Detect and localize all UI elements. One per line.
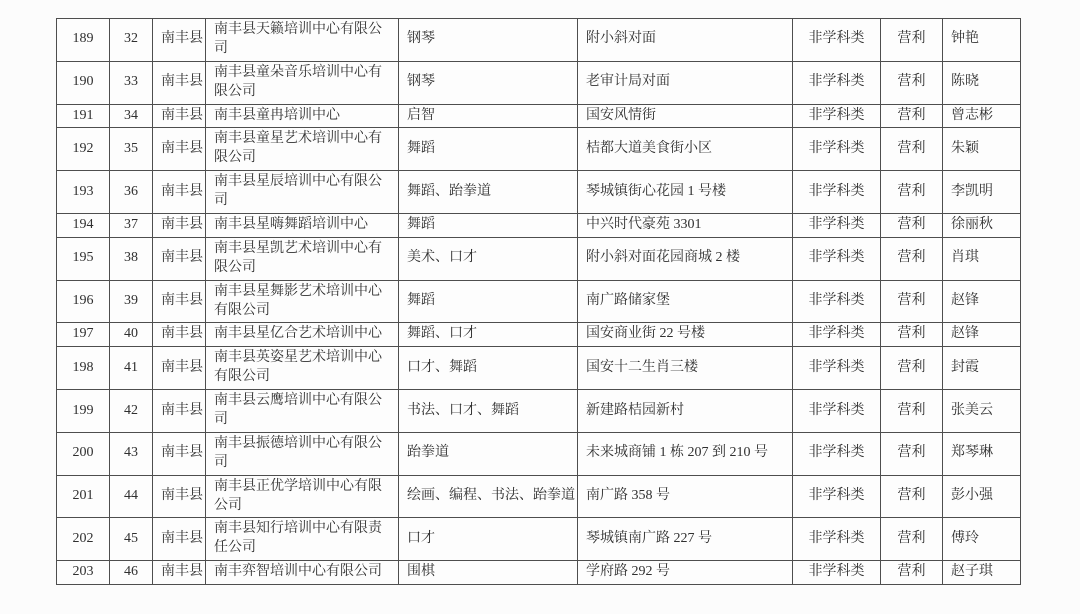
cell-category: 非学科类: [793, 280, 881, 323]
cell-contact-name: 赵锋: [943, 280, 1021, 323]
cell-county-index: 45: [110, 518, 153, 561]
cell-contact-name: 彭小强: [943, 475, 1021, 518]
table-row: [57, 128, 1021, 171]
table-row: [57, 561, 1021, 585]
cell-profit-type: 营利: [881, 214, 943, 238]
cell-address: 琴城镇南广路 227 号: [578, 518, 793, 561]
cell-county: 南丰县: [153, 280, 206, 323]
cell-county-index: 37: [110, 214, 153, 238]
cell-county: 南丰县: [153, 390, 206, 433]
cell-training-subjects: 舞蹈、跆拳道: [399, 171, 578, 214]
cell-contact-name: 封霞: [943, 347, 1021, 390]
cell-profit-type: 营利: [881, 128, 943, 171]
cell-county-index: 40: [110, 323, 153, 347]
cell-category: 非学科类: [793, 19, 881, 62]
cell-county-index: 32: [110, 19, 153, 62]
cell-address: 国安商业街 22 号楼: [578, 323, 793, 347]
cell-contact-name: 李凯明: [943, 171, 1021, 214]
cell-address: 琴城镇街心花园 1 号楼: [578, 171, 793, 214]
cell-county-index: 34: [110, 104, 153, 128]
cell-county: 南丰县: [153, 128, 206, 171]
cell-county-index: 44: [110, 475, 153, 518]
table-row: [57, 214, 1021, 238]
cell-county: 南丰县: [153, 323, 206, 347]
cell-category: 非学科类: [793, 390, 881, 433]
cell-profit-type: 营利: [881, 237, 943, 280]
cell-sequence-number: 193: [57, 171, 110, 214]
cell-contact-name: 陈晓: [943, 61, 1021, 104]
cell-county-index: 42: [110, 390, 153, 433]
cell-sequence-number: 198: [57, 347, 110, 390]
cell-sequence-number: 189: [57, 19, 110, 62]
cell-contact-name: 朱颖: [943, 128, 1021, 171]
cell-category: 非学科类: [793, 518, 881, 561]
cell-profit-type: 营利: [881, 61, 943, 104]
cell-profit-type: 营利: [881, 390, 943, 433]
cell-contact-name: 徐丽秋: [943, 214, 1021, 238]
cell-training-subjects: 舞蹈: [399, 128, 578, 171]
cell-contact-name: 曾志彬: [943, 104, 1021, 128]
cell-training-subjects: 舞蹈: [399, 280, 578, 323]
cell-sequence-number: 197: [57, 323, 110, 347]
cell-training-subjects: 跆拳道: [399, 432, 578, 475]
table-body: [57, 19, 1021, 585]
cell-institution-name: 南丰县童朵音乐培训中心有限公司: [206, 61, 399, 104]
cell-sequence-number: 196: [57, 280, 110, 323]
cell-county: 南丰县: [153, 237, 206, 280]
table-row: [57, 432, 1021, 475]
cell-address: 新建路桔园新村: [578, 390, 793, 433]
cell-county-index: 46: [110, 561, 153, 585]
cell-address: 南广路储家堡: [578, 280, 793, 323]
table-row: [57, 237, 1021, 280]
table-row: [57, 518, 1021, 561]
cell-profit-type: 营利: [881, 518, 943, 561]
cell-county-index: 36: [110, 171, 153, 214]
cell-category: 非学科类: [793, 214, 881, 238]
cell-institution-name: 南丰县正优学培训中心有限公司: [206, 475, 399, 518]
cell-county: 南丰县: [153, 19, 206, 62]
cell-county-index: 41: [110, 347, 153, 390]
cell-contact-name: 傅玲: [943, 518, 1021, 561]
cell-address: 桔都大道美食街小区: [578, 128, 793, 171]
cell-address: 学府路 292 号: [578, 561, 793, 585]
cell-address: 附小斜对面花园商城 2 楼: [578, 237, 793, 280]
cell-county: 南丰县: [153, 347, 206, 390]
cell-address: 国安十二生肖三楼: [578, 347, 793, 390]
cell-institution-name: 南丰县英姿星艺术培训中心有限公司: [206, 347, 399, 390]
cell-institution-name: 南丰县星亿合艺术培训中心: [206, 323, 399, 347]
cell-contact-name: 肖琪: [943, 237, 1021, 280]
cell-county: 南丰县: [153, 104, 206, 128]
cell-institution-name: 南丰县星舞影艺术培训中心有限公司: [206, 280, 399, 323]
table-row: [57, 61, 1021, 104]
cell-institution-name: 南丰县星辰培训中心有限公司: [206, 171, 399, 214]
cell-profit-type: 营利: [881, 347, 943, 390]
cell-institution-name: 南丰县星凯艺术培训中心有限公司: [206, 237, 399, 280]
table-row: [57, 323, 1021, 347]
table-row: [57, 347, 1021, 390]
cell-county-index: 33: [110, 61, 153, 104]
cell-sequence-number: 195: [57, 237, 110, 280]
training-centers-table: [56, 18, 1021, 585]
cell-county: 南丰县: [153, 475, 206, 518]
table-row: [57, 475, 1021, 518]
cell-county: 南丰县: [153, 214, 206, 238]
cell-profit-type: 营利: [881, 104, 943, 128]
table-row: [57, 19, 1021, 62]
cell-county: 南丰县: [153, 61, 206, 104]
table-row: [57, 104, 1021, 128]
cell-sequence-number: 201: [57, 475, 110, 518]
cell-training-subjects: 口才、舞蹈: [399, 347, 578, 390]
cell-institution-name: 南丰县云鹰培训中心有限公司: [206, 390, 399, 433]
cell-county-index: 43: [110, 432, 153, 475]
cell-profit-type: 营利: [881, 475, 943, 518]
cell-sequence-number: 194: [57, 214, 110, 238]
cell-address: 中兴时代豪苑 3301: [578, 214, 793, 238]
cell-institution-name: 南丰县振德培训中心有限公司: [206, 432, 399, 475]
cell-address: 老审计局对面: [578, 61, 793, 104]
cell-profit-type: 营利: [881, 280, 943, 323]
cell-contact-name: 郑琴琳: [943, 432, 1021, 475]
cell-category: 非学科类: [793, 347, 881, 390]
cell-address: 国安风情街: [578, 104, 793, 128]
cell-institution-name: 南丰弈智培训中心有限公司: [206, 561, 399, 585]
cell-profit-type: 营利: [881, 561, 943, 585]
cell-county-index: 38: [110, 237, 153, 280]
cell-category: 非学科类: [793, 323, 881, 347]
cell-training-subjects: 钢琴: [399, 19, 578, 62]
cell-category: 非学科类: [793, 561, 881, 585]
cell-training-subjects: 围棋: [399, 561, 578, 585]
cell-training-subjects: 绘画、编程、书法、跆拳道: [399, 475, 578, 518]
cell-sequence-number: 199: [57, 390, 110, 433]
cell-sequence-number: 192: [57, 128, 110, 171]
cell-sequence-number: 190: [57, 61, 110, 104]
cell-address: 未来城商铺 1 栋 207 到 210 号: [578, 432, 793, 475]
cell-sequence-number: 200: [57, 432, 110, 475]
cell-profit-type: 营利: [881, 432, 943, 475]
cell-category: 非学科类: [793, 475, 881, 518]
cell-sequence-number: 191: [57, 104, 110, 128]
cell-category: 非学科类: [793, 104, 881, 128]
cell-county: 南丰县: [153, 432, 206, 475]
cell-contact-name: 张美云: [943, 390, 1021, 433]
cell-training-subjects: 书法、口才、舞蹈: [399, 390, 578, 433]
table-row: [57, 171, 1021, 214]
cell-profit-type: 营利: [881, 171, 943, 214]
cell-training-subjects: 钢琴: [399, 61, 578, 104]
table-row: [57, 280, 1021, 323]
cell-sequence-number: 202: [57, 518, 110, 561]
cell-training-subjects: 口才: [399, 518, 578, 561]
cell-sequence-number: 203: [57, 561, 110, 585]
table-row: [57, 390, 1021, 433]
cell-contact-name: 赵子琪: [943, 561, 1021, 585]
cell-county: 南丰县: [153, 171, 206, 214]
cell-category: 非学科类: [793, 432, 881, 475]
cell-institution-name: 南丰县星嗨舞蹈培训中心: [206, 214, 399, 238]
cell-training-subjects: 舞蹈、口才: [399, 323, 578, 347]
cell-contact-name: 钟艳: [943, 19, 1021, 62]
cell-county: 南丰县: [153, 518, 206, 561]
cell-training-subjects: 美术、口才: [399, 237, 578, 280]
cell-institution-name: 南丰县童冉培训中心: [206, 104, 399, 128]
cell-training-subjects: 启智: [399, 104, 578, 128]
cell-category: 非学科类: [793, 128, 881, 171]
cell-county-index: 39: [110, 280, 153, 323]
cell-institution-name: 南丰县童星艺术培训中心有限公司: [206, 128, 399, 171]
cell-county: 南丰县: [153, 561, 206, 585]
cell-institution-name: 南丰县天籁培训中心有限公司: [206, 19, 399, 62]
cell-profit-type: 营利: [881, 19, 943, 62]
cell-institution-name: 南丰县知行培训中心有限责任公司: [206, 518, 399, 561]
cell-category: 非学科类: [793, 61, 881, 104]
cell-training-subjects: 舞蹈: [399, 214, 578, 238]
cell-contact-name: 赵锋: [943, 323, 1021, 347]
cell-category: 非学科类: [793, 171, 881, 214]
cell-profit-type: 营利: [881, 323, 943, 347]
cell-address: 附小斜对面: [578, 19, 793, 62]
cell-address: 南广路 358 号: [578, 475, 793, 518]
cell-category: 非学科类: [793, 237, 881, 280]
cell-county-index: 35: [110, 128, 153, 171]
